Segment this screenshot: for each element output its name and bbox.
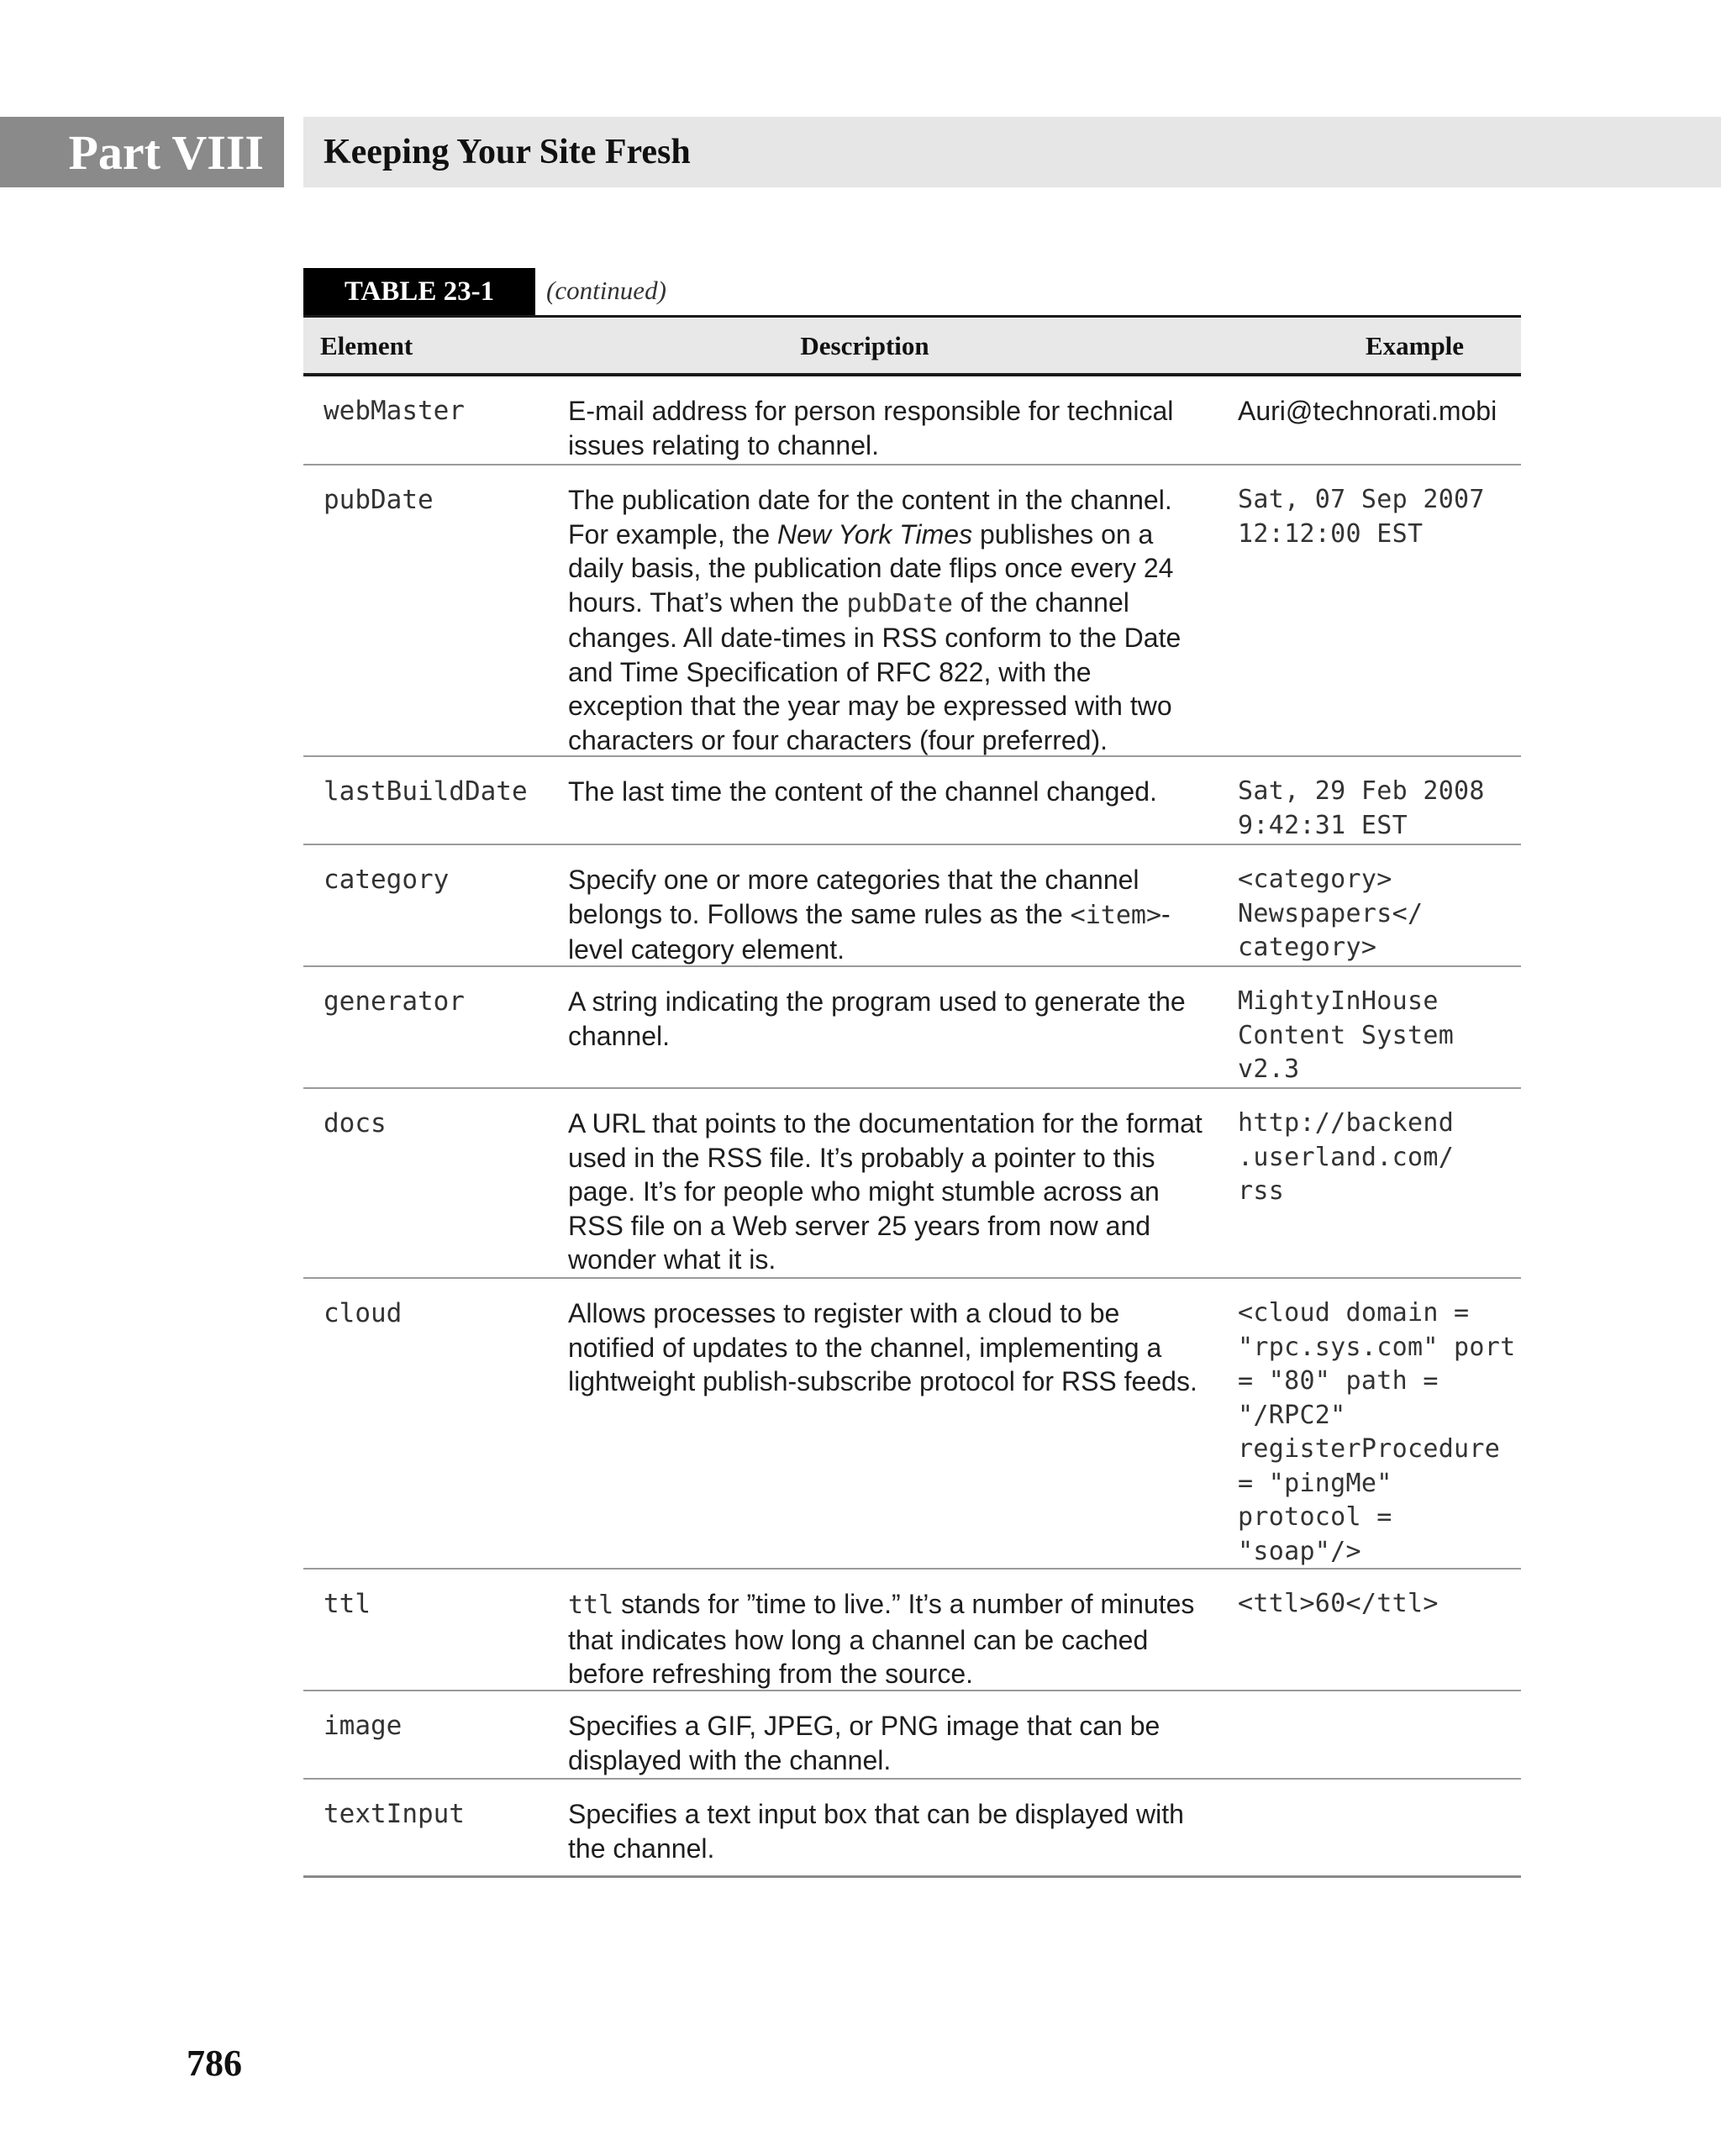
- table-row: [303, 376, 1521, 465]
- element-name: cloud: [324, 1298, 403, 1328]
- column-header-example: Example: [1365, 331, 1465, 360]
- table-row: [303, 757, 1521, 845]
- element-example: <ttl>60</ttl>: [1238, 1589, 1439, 1618]
- element-description: ttl stands for ”time to live.” It’s a number of minutes that indicates how long a channel can be cached before refreshing from the source.: [568, 1589, 1195, 1689]
- element-name: lastBuildDate: [324, 776, 528, 807]
- element-description: The last time the content of the channel changed.: [568, 776, 1157, 807]
- element-example: <category> Newspapers</ category>: [1238, 865, 1424, 962]
- part-label: Part VIII: [0, 117, 284, 187]
- table-row: [303, 1279, 1521, 1570]
- element-example: http://backend .userland.com/ rss: [1238, 1108, 1455, 1206]
- column-header-description: Description: [800, 331, 929, 360]
- table-row: [303, 465, 1521, 757]
- element-name: generator: [324, 986, 465, 1017]
- rss-channel-elements-table: [303, 315, 1521, 1878]
- table-row: [303, 967, 1521, 1089]
- element-example: MightyInHouse Content System v2.3: [1238, 986, 1455, 1084]
- element-description: Specify one or more categories that the channel belongs to. Follows the same rules as the <item>-level category element.: [568, 865, 1171, 965]
- element-example: <cloud domain = "rpc.sys.com" port = "80" path = "/RPC2" registerProcedure = "pingMe" protocol = "soap"/>: [1238, 1298, 1516, 1566]
- element-example: Auri@technorati.mobi: [1238, 396, 1497, 426]
- element-example: Sat, 07 Sep 2007 12:12:00 EST: [1238, 485, 1485, 549]
- element-name: webMaster: [324, 396, 465, 426]
- section-title: Keeping Your Site Fresh: [324, 133, 691, 171]
- page-number: 786: [187, 2043, 242, 2084]
- table-label: TABLE 23-1: [303, 268, 535, 315]
- element-description: E-mail address for person responsible for technical issues relating to channel.: [568, 396, 1174, 460]
- table-row: [303, 845, 1521, 967]
- table-row: [303, 1691, 1521, 1780]
- element-description: A string indicating the program used to generate the channel.: [568, 986, 1186, 1051]
- table-header-row: [303, 315, 1521, 376]
- element-description: A URL that points to the documentation for the format used in the RSS file. It’s probably a pointer to this page. It’s for people who might stumble across an RSS file on a Web server 25 years from now and wonder what it is.: [568, 1108, 1203, 1275]
- element-description: The publication date for the content in the channel. For example, the New York Times publishes on a daily basis, the publication date flips once every 24 hours. That’s when the pubDate of the channel changes. All date-times in RSS conform to the Date and Time Specification of RFC 822, with the exception that the year may be expressed with two characters or four characters (four preferred).: [568, 485, 1182, 755]
- element-description: Specifies a GIF, JPEG, or PNG image that can be displayed with the channel.: [568, 1711, 1160, 1775]
- column-header-element: Element: [320, 331, 413, 360]
- running-header: [303, 117, 1721, 187]
- table-row: [303, 1570, 1521, 1691]
- element-description: Specifies a text input box that can be displayed with the channel.: [568, 1799, 1184, 1864]
- element-name: pubDate: [324, 485, 434, 515]
- table-continued-note: (continued): [546, 276, 666, 305]
- element-example: Sat, 29 Feb 2008 9:42:31 EST: [1238, 776, 1485, 840]
- element-description: Allows processes to register with a cloud to be notified of updates to the channel, implementing a lightweight publish-subscribe protocol for RSS feeds.: [568, 1298, 1197, 1396]
- element-name: textInput: [324, 1799, 465, 1829]
- element-name: image: [324, 1711, 403, 1741]
- table-row: [303, 1780, 1521, 1878]
- element-name: ttl: [324, 1589, 371, 1619]
- element-name: docs: [324, 1108, 387, 1138]
- table-row: [303, 1089, 1521, 1279]
- element-name: category: [324, 865, 450, 895]
